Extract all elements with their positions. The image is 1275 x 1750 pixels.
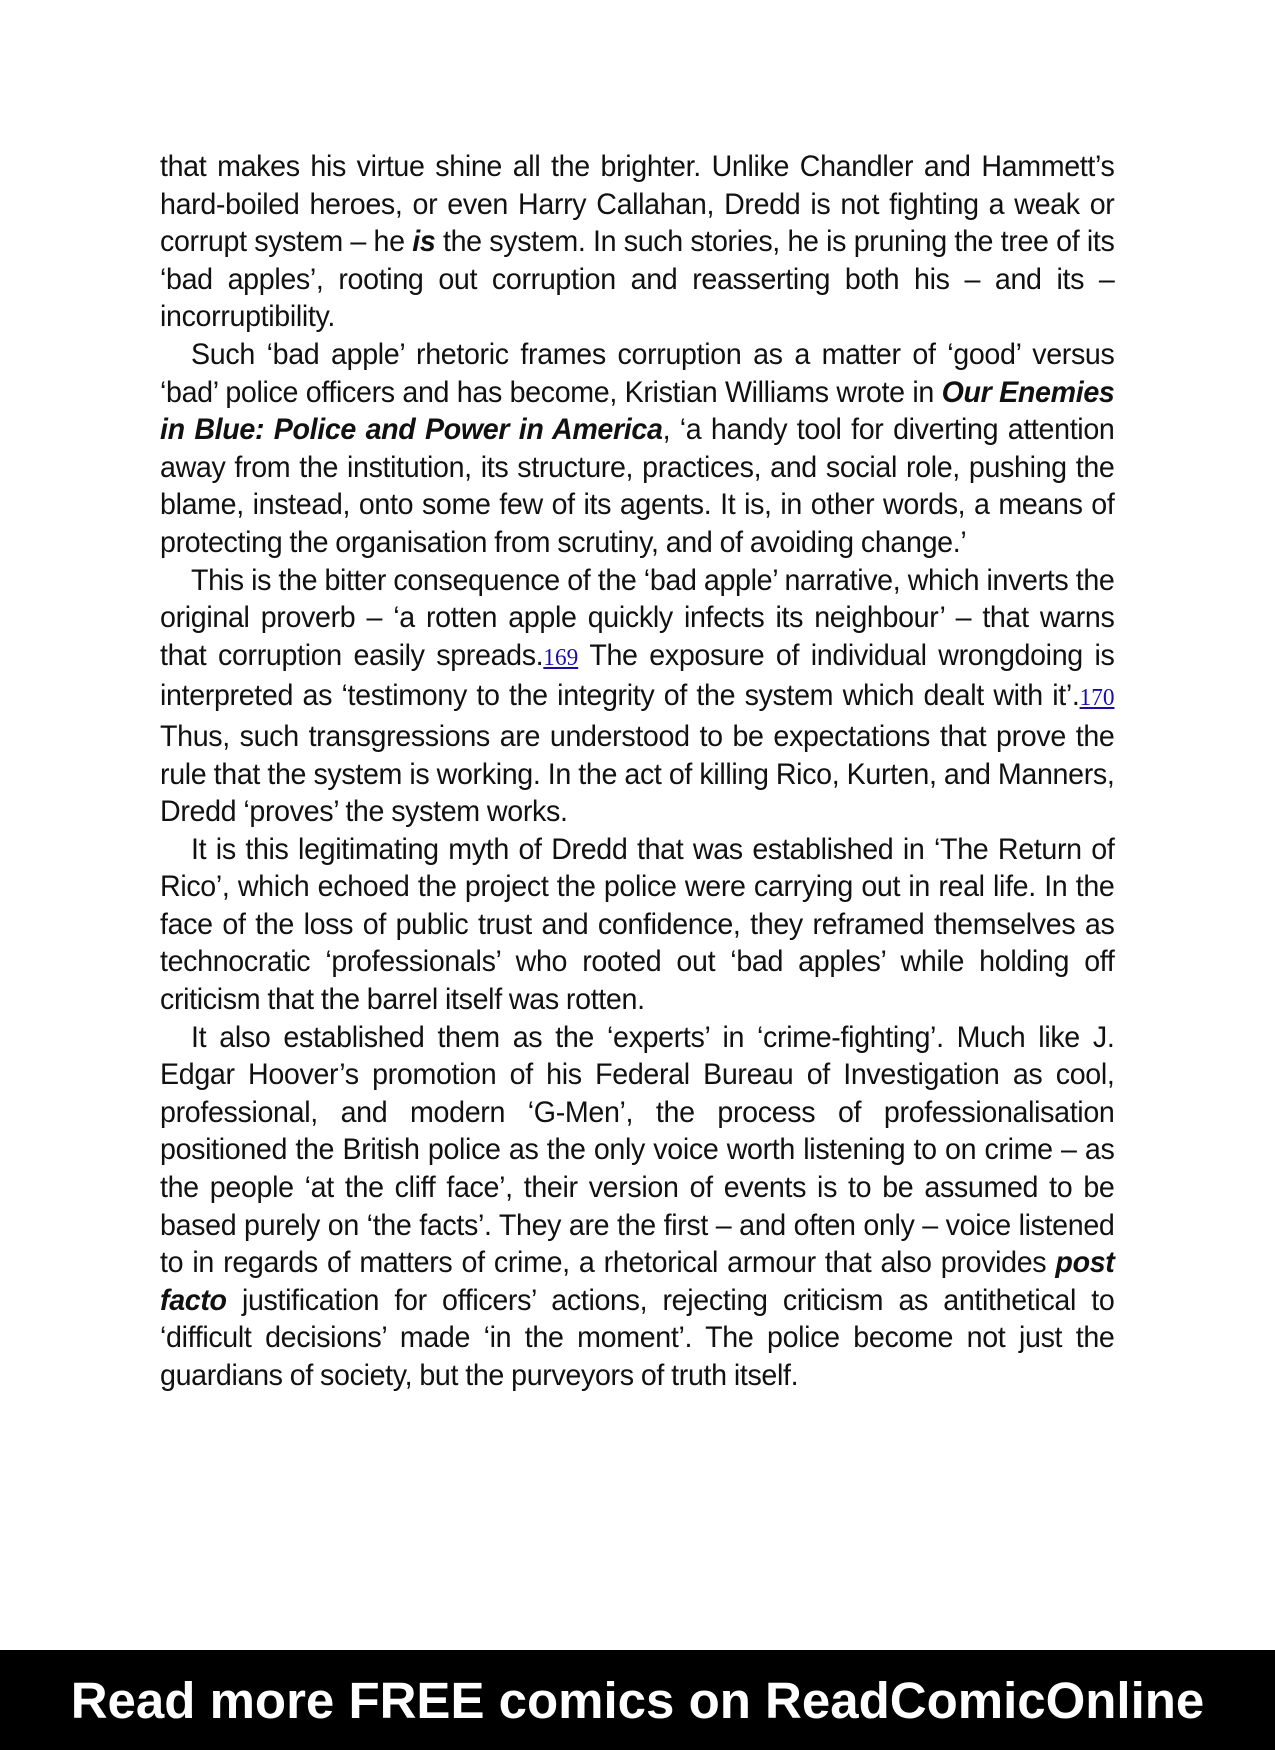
paragraph-5-text-2: justification for officers’ actions, rejecting criticism as antithetical to ‘difficult decisions’ made ‘in the moment’. The police become not just the guardians of society, but the purveyors of truth itself. xyxy=(160,1283,1115,1392)
promo-banner-text: Read more FREE comics on ReadComicOnline xyxy=(70,1671,1205,1729)
emphasis-post-facto: post facto xyxy=(160,1246,1115,1317)
paragraph-2 xyxy=(160,336,1114,562)
paragraph-3-text-2: The exposure of individual wrongdoing is interpreted as ‘testimony to the integrity of the system which dealt with it’. xyxy=(160,638,1115,713)
document-body xyxy=(160,148,1114,1395)
paragraph-2-text-1: Such ‘bad apple’ rhetoric frames corruption as a matter of ‘good’ versus ‘bad’ police officers and has become, Kristian Williams wrote in xyxy=(160,337,1115,409)
paragraph-4-text-1: It is this legitimating myth of Dredd that was established in ‘The Return of Rico’, which echoed the project the police were carrying out in real life. In the face of the loss of public trust and confidence, they reframed themselves as technocratic ‘professionals’ who rooted out ‘bad apples’ while holding off criticism that the barrel itself was rotten. xyxy=(160,832,1115,1017)
footnote-link-170[interactable]: 170 xyxy=(1079,685,1115,712)
footnote-link-169[interactable]: 169 xyxy=(543,644,579,671)
paragraph-5-text-1: It also established them as the ‘experts’ in ‘crime-fighting’. Much like J. Edgar Hoover’s promotion of his Federal Bureau of Investigation as cool, professional, and modern ‘G-Men’, the process of professionalisation positioned the British police as the only voice worth listening to on crime – as the people ‘at the cliff face’, their version of events is to be assumed to be based purely on ‘the facts’. They are the first – and often only – voice listened to in regards of matters of crime, a rhetorical armour that also provides xyxy=(160,1020,1115,1280)
paragraph-5 xyxy=(160,1019,1114,1395)
paragraph-1-text-1: that makes his virtue shine all the brighter. Unlike Chandler and Hammett’s hard-boiled heroes, or even Harry Callahan, Dredd is not fighting a weak or corrupt system – he xyxy=(160,150,1115,259)
paragraph-1 xyxy=(160,148,1114,336)
paragraph-3-text-1: This is the bitter consequence of the ‘bad apple’ narrative, which inverts the original proverb – ‘a rotten apple quickly infects its neighbour’ – that warns that corruption easily spreads. xyxy=(160,563,1115,672)
paragraph-1-text-2: the system. In such stories, he is pruning the tree of its ‘bad apples’, rooting out corruption and reasserting both his – and its – incorruptibility. xyxy=(160,225,1115,334)
promo-banner[interactable] xyxy=(0,1650,1275,1750)
emphasis-is: is xyxy=(412,225,436,259)
paragraph-4 xyxy=(160,831,1114,1019)
paragraph-3-text-3: Thus, such transgressions are understood to be expectations that prove the rule that the system is working. In the act of killing Rico, Kurten, and Manners, Dredd ‘proves’ the system works. xyxy=(160,719,1115,829)
paragraph-2-text-2: , ‘a handy tool for diverting attention away from the institution, its structure, practices, and social role, pushing the blame, instead, onto some few of its agents. It is, in other words, a means of protecting the organisation from scrutiny, and of avoiding change.’ xyxy=(160,413,1115,559)
book-title: Our Enemies in Blue: Police and Power in America xyxy=(160,375,1115,447)
paragraph-3 xyxy=(160,562,1114,831)
